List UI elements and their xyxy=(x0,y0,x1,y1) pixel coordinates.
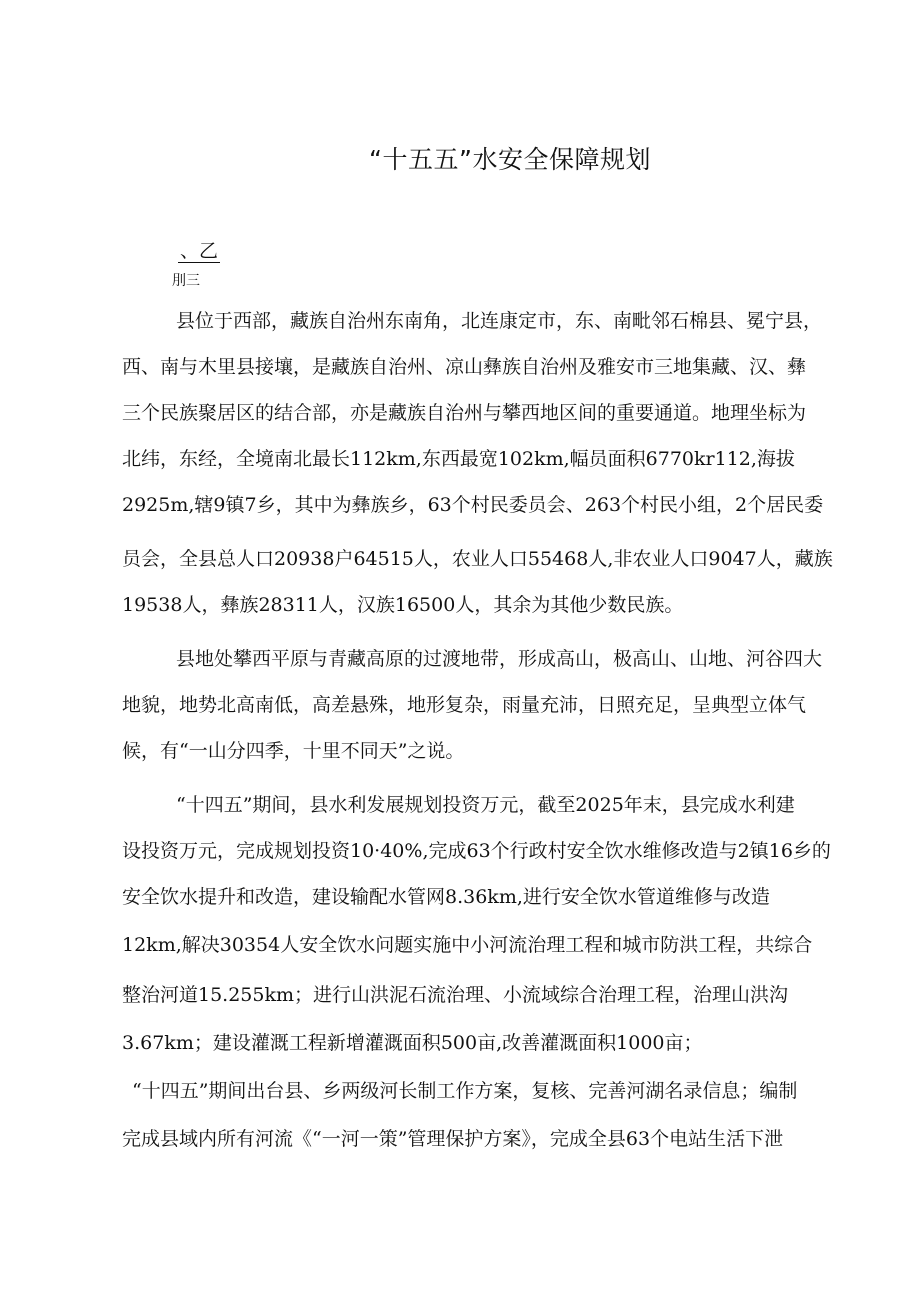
text-line: 县位于西部，藏族自治州东南角，北连康定市，东、南毗邻石棉县、冕宁县， xyxy=(176,310,823,332)
text-line: 地貌，地势北高南低，高差悬殊，地形复杂，雨量充沛，日照充足，呈典型立体气 xyxy=(122,694,807,716)
text-line: 县地处攀西平原与青藏高原的过渡地带，形成高山，极高山、山地、河谷四大 xyxy=(176,648,823,670)
text-line: 完成县域内所有河流《“一河一策”管理保护方案》，完成全县63个电站生活下泄 xyxy=(122,1128,784,1150)
text-line: “十四五”期间，县水利发展规划投资万元，截至2025年末，县完成水利建 xyxy=(176,794,795,816)
text-line: 北纬，东经，全境南北最长112km,东西最宽102km,幅员面积6770kr112,海拔 xyxy=(122,448,795,470)
text-line: 西、南与木里县接壤，是藏族自治州、凉山彝族自治州及雅安市三地集藏、汉、彝 xyxy=(122,356,807,378)
text-line: 员会，全县总人口20938户64515人，农业人口55468人,非农业人口9047人，藏族 xyxy=(122,548,833,570)
text-line: 整治河道15.255km；进行山洪泥石流治理、小流域综合治理工程，治理山洪沟 xyxy=(122,984,789,1006)
text-line: 三个民族聚居区的结合部，亦是藏族自治州与攀西地区间的重要通道。地理坐标为 xyxy=(122,402,807,424)
section-heading-sub: 刖三 xyxy=(172,273,200,289)
text-line: 设投资万元，完成规划投资10·40%,完成63个行政村安全饮水维修改造与2镇16乡的 xyxy=(122,840,831,862)
page-title: “十五五”水安全保障规划 xyxy=(369,145,651,174)
text-line: 12km,解决30354人安全饮水问题实施中小河流治理工程和城市防洪工程，共综合 xyxy=(122,934,813,956)
text-line: 2925m,辖9镇7乡，其中为彝族乡，63个村民委员会、263个村民小组，2个居民委 xyxy=(122,494,824,516)
text-line: 候，有“一山分四季，十里不同天”之说。 xyxy=(122,740,465,762)
text-line: 安全饮水提升和改造，建设输配水管网8.36km,进行安全饮水管道维修与改造 xyxy=(122,886,770,908)
section-heading-mark: 、乙 xyxy=(180,240,219,262)
text-line: 3.67km；建设灌溉工程新增灌溉面积500亩,改善灌溉面积1000亩； xyxy=(122,1032,703,1054)
text-line: 19538人，彝族28311人，汉族16500人，其余为其他少数民族。 xyxy=(122,594,684,616)
text-line: “十四五”期间出台县、乡两级河长制工作方案，复核、完善河湖名录信息；编制 xyxy=(132,1080,798,1102)
